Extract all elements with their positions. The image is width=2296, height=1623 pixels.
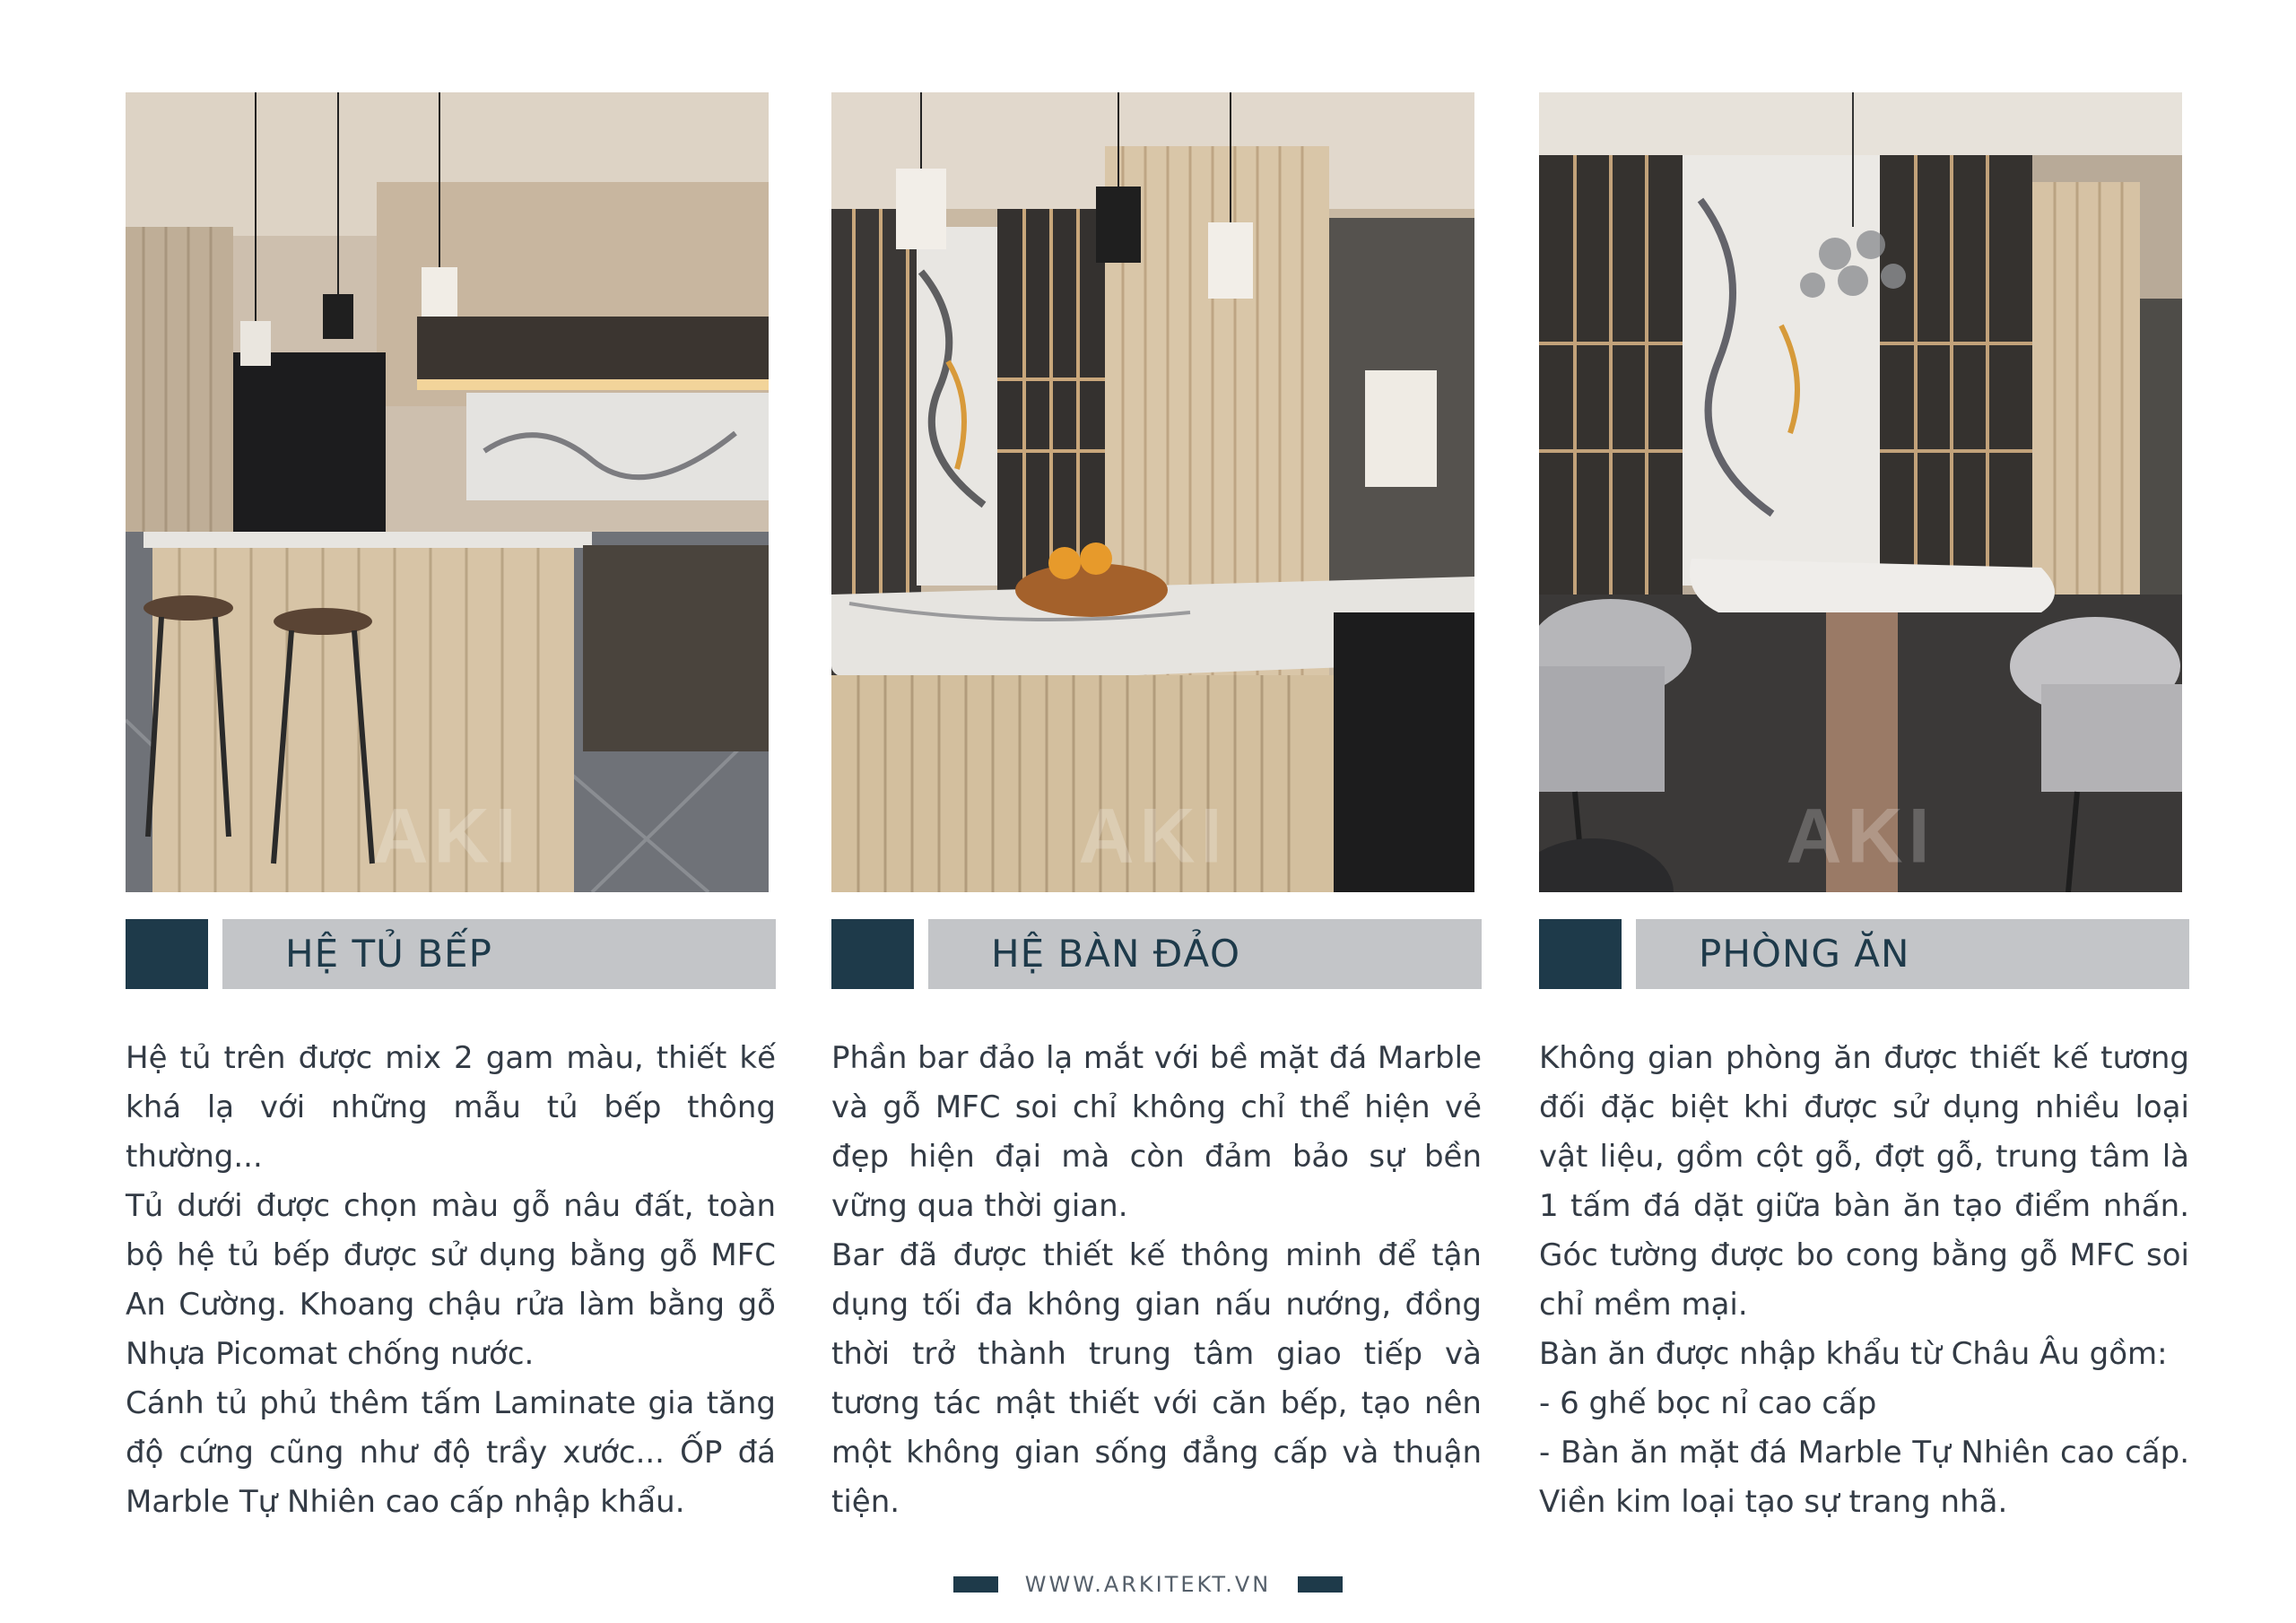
paragraph: Bàn ăn được nhập khẩu từ Châu Âu gồm:: [1539, 1336, 2168, 1372]
section-heading-bar: [126, 919, 776, 989]
paragraph: Hệ tủ trên được mix 2 gam màu, thiết kế khá lạ với những mẫu tủ bếp thông thường...: [126, 1040, 776, 1175]
section-island-bar: [831, 92, 1482, 1527]
paragraph: Phần bar đảo lạ mắt với bề mặt đá Marble và gỗ MFC soi chỉ không chỉ thể hiện vẻ đẹp hiện đại mà còn đảm bảo sự bền vững qua thời gian.: [831, 1040, 1482, 1224]
paragraph: Không gian phòng ăn được thiết kế tương đối đặc biệt khi được sử dụng nhiều loại vật liệu, gồm cột gỗ, đợt gỗ, trung tâm là 1 tấm đá dặt giữa bàn ăn tạo điểm nhấn. Góc tường được bo cong bằng gỗ MFC soi chỉ mềm mại.: [1539, 1040, 2189, 1323]
paragraph: - Bàn ăn mặt đá Marble Tự Nhiên cao cấp. Viền kim loại tạo sự trang nhã.: [1539, 1435, 2189, 1520]
island-illustration: [831, 92, 1474, 892]
section-description: [831, 1034, 1482, 1527]
heading-label-background: [222, 919, 776, 989]
section-dining-room: [1539, 92, 2189, 1527]
footer-accent-bar-right: [1298, 1576, 1343, 1593]
heading-label-background: [1636, 919, 2189, 989]
paragraph: Bar đã được thiết kế thông minh để tận dụng tối đa không gian nấu nướng, đồng thời trở thành trung tâm giao tiếp và tương tác mật thiết với căn bếp, tạo nên một không gian sống đẳng cấp và thuận tiện.: [831, 1237, 1482, 1520]
section-description: [126, 1034, 776, 1527]
website-url: WWW.ARKITEKT.VN: [1024, 1572, 1272, 1597]
logo-watermark: AKI: [372, 793, 522, 880]
paragraph: - 6 ghế bọc nỉ cao cấp: [1539, 1385, 1877, 1421]
section-heading-bar: [1539, 919, 2189, 989]
heading-label-background: [928, 919, 1482, 989]
paragraph: Tủ dưới được chọn màu gỗ nâu đất, toàn bộ hệ tủ bếp được sử dụng bằng gỗ MFC An Cường. Khoang chậu rửa làm bằng gỗ Nhựa Picomat chống nước.: [126, 1188, 776, 1372]
paragraph: Cánh tủ phủ thêm tấm Laminate gia tăng độ cứng cũng như độ trầy xước... ỐP đá Marble Tự Nhiên cao cấp nhập khẩu.: [126, 1385, 776, 1520]
dining-illustration: [1539, 92, 2182, 892]
section-title: HỆ BÀN ĐẢO: [991, 932, 1241, 976]
kitchen-illustration: [126, 92, 769, 892]
section-heading-bar: [831, 919, 1482, 989]
heading-accent-block: [126, 919, 208, 989]
island-bar-photo: [831, 92, 1474, 892]
footer-accent-bar-left: [953, 1576, 998, 1593]
section-kitchen-cabinets: [126, 92, 776, 1527]
logo-watermark: AKI: [1786, 793, 1935, 880]
heading-accent-block: [1539, 919, 1622, 989]
kitchen-cabinets-photo: [126, 92, 769, 892]
dining-room-photo: [1539, 92, 2182, 892]
heading-accent-block: [831, 919, 914, 989]
page-footer: [0, 1571, 2296, 1598]
section-title: PHÒNG ĂN: [1699, 932, 1910, 976]
logo-watermark: AKI: [1078, 793, 1228, 880]
section-description: [1539, 1034, 2189, 1527]
section-title: HỆ TỦ BẾP: [285, 932, 492, 976]
